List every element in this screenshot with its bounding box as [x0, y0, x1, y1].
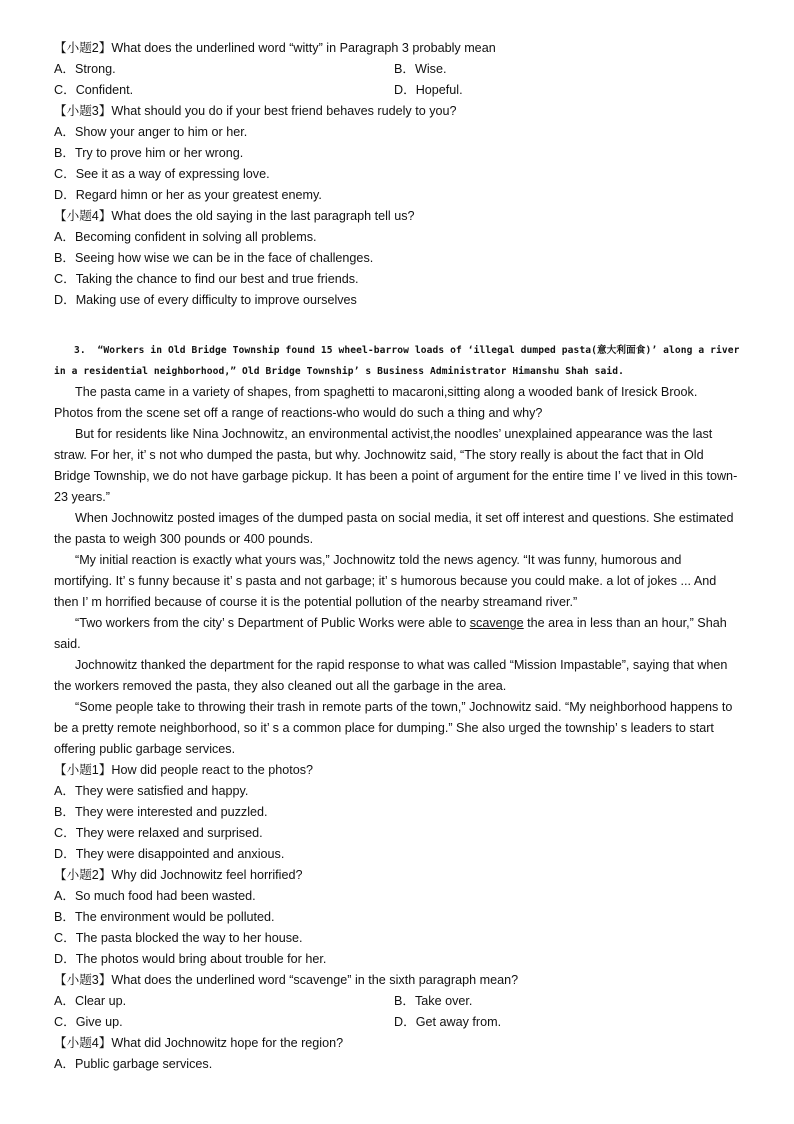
option-b: B．The environment would be polluted. [54, 910, 275, 924]
option-c: C．Give up. [54, 1015, 123, 1029]
passage-heading [54, 340, 744, 382]
passage-heading-text: “Workers in Old Bridge Township found 15 wheel-barrow loads of ‘illegal dumped pasta(意大利面食)’ along a river in a residential neighborhood,” Old Bridge Township’ s Business Administrator Himanshu Shah said. [54, 345, 740, 377]
paragraph: “My initial reaction is exactly what yours was,” Jochnowitz told the news agency. “It was funny, humorous and mortifying. It’ s funny because it’ s pasta and not garbage; it’ s humorous because you could make. a lot of jokes ... And then I’ m horrified because of course it is the potential pollution of the nearby streamand river.” [54, 553, 717, 609]
option-d: D．Hopeful. [394, 83, 463, 97]
option-c: C．Taking the chance to find our best and true friends. [54, 272, 359, 286]
paragraph: When Jochnowitz posted images of the dumped pasta on social media, it set off interest and questions. She estimated the pasta to weigh 300 pounds or 400 pounds. [54, 511, 734, 546]
option-c: C．They were relaxed and surprised. [54, 826, 263, 840]
option-d: D．Making use of every difficulty to improve ourselves [54, 293, 357, 307]
paragraph: The pasta came in a variety of shapes, from spaghetti to macaroni,sitting along a wooded bank of Iresick Brook. Photos from the scene set off a range of reactions-who would do such a thing and why? [54, 385, 698, 420]
option-b: B．They were interested and puzzled. [54, 805, 268, 819]
option-d: D．Get away from. [394, 1015, 502, 1029]
paragraph-text: “Two workers from the city’ s Department of Public Works were able to [75, 616, 470, 630]
question-stem: 【小题4】What does the old saying in the last paragraph tell us? [54, 209, 415, 223]
option-b: B．Wise. [394, 62, 447, 76]
option-c: C．Confident. [54, 83, 134, 97]
option-b: B．Try to prove him or her wrong. [54, 146, 244, 160]
paragraph-text: the area in less than an hour,” Shah said. [54, 616, 727, 651]
paragraph: But for residents like Nina Jochnowitz, an environmental activist,the noodles’ unexplained appearance was the last straw. For her, it’ s not who dumped the pasta, but why. Jochnowitz said, “The story really is about the fact that in Old Bridge Township, we do not have garbage pickup. It has been a point of argument for the entire time I’ ve lived in this town-23 years.” [54, 427, 738, 504]
option-d: D．They were disappointed and anxious. [54, 847, 285, 861]
question-stem: 【小题2】What does the underlined word “witty” in Paragraph 3 probably mean [54, 41, 496, 55]
option-d: D．Regard himn or her as your greatest enemy. [54, 188, 322, 202]
option-a: A．Clear up. [54, 994, 127, 1008]
option-a: A．Public garbage services. [54, 1057, 213, 1071]
option-b: B．Take over. [394, 994, 473, 1008]
option-a: A．Show your anger to him or her. [54, 125, 248, 139]
question-stem: 【小题1】How did people react to the photos? [54, 763, 314, 777]
question-stem: 【小题3】What does the underlined word “scavenge” in the sixth paragraph mean? [54, 973, 519, 987]
paragraph: “Some people take to throwing their trash in remote parts of the town,” Jochnowitz said. “My neighborhood happens to be a pretty remote neighborhood, so it’ s a common place for dumping.” She also urged the township’ s leaders to start offering public garbage services. [54, 700, 733, 756]
option-d: D．The photos would bring about trouble for her. [54, 952, 327, 966]
option-a: A．Becoming confident in solving all problems. [54, 230, 317, 244]
option-c: C．See it as a way of expressing love. [54, 167, 270, 181]
option-a: A．Strong. [54, 62, 116, 76]
option-c: C．The pasta blocked the way to her house. [54, 931, 303, 945]
paragraph: Jochnowitz thanked the department for the rapid response to what was called “Mission Impastable”, saying that when the workers removed the pasta, they also cleaned out all the garbage in the area. [54, 658, 728, 693]
option-b: B．Seeing how wise we can be in the face of challenges. [54, 251, 374, 265]
option-a: A．They were satisfied and happy. [54, 784, 249, 798]
question-stem: 【小题3】What should you do if your best friend behaves rudely to you? [54, 104, 457, 118]
option-a: A．So much food had been wasted. [54, 889, 256, 903]
question-stem: 【小题2】Why did Jochnowitz feel horrified? [54, 868, 303, 882]
passage-number: 3. [74, 345, 86, 356]
underlined-word: scavenge [469, 616, 524, 630]
question-stem: 【小题4】What did Jochnowitz hope for the region? [54, 1036, 344, 1050]
paragraph [54, 613, 740, 655]
